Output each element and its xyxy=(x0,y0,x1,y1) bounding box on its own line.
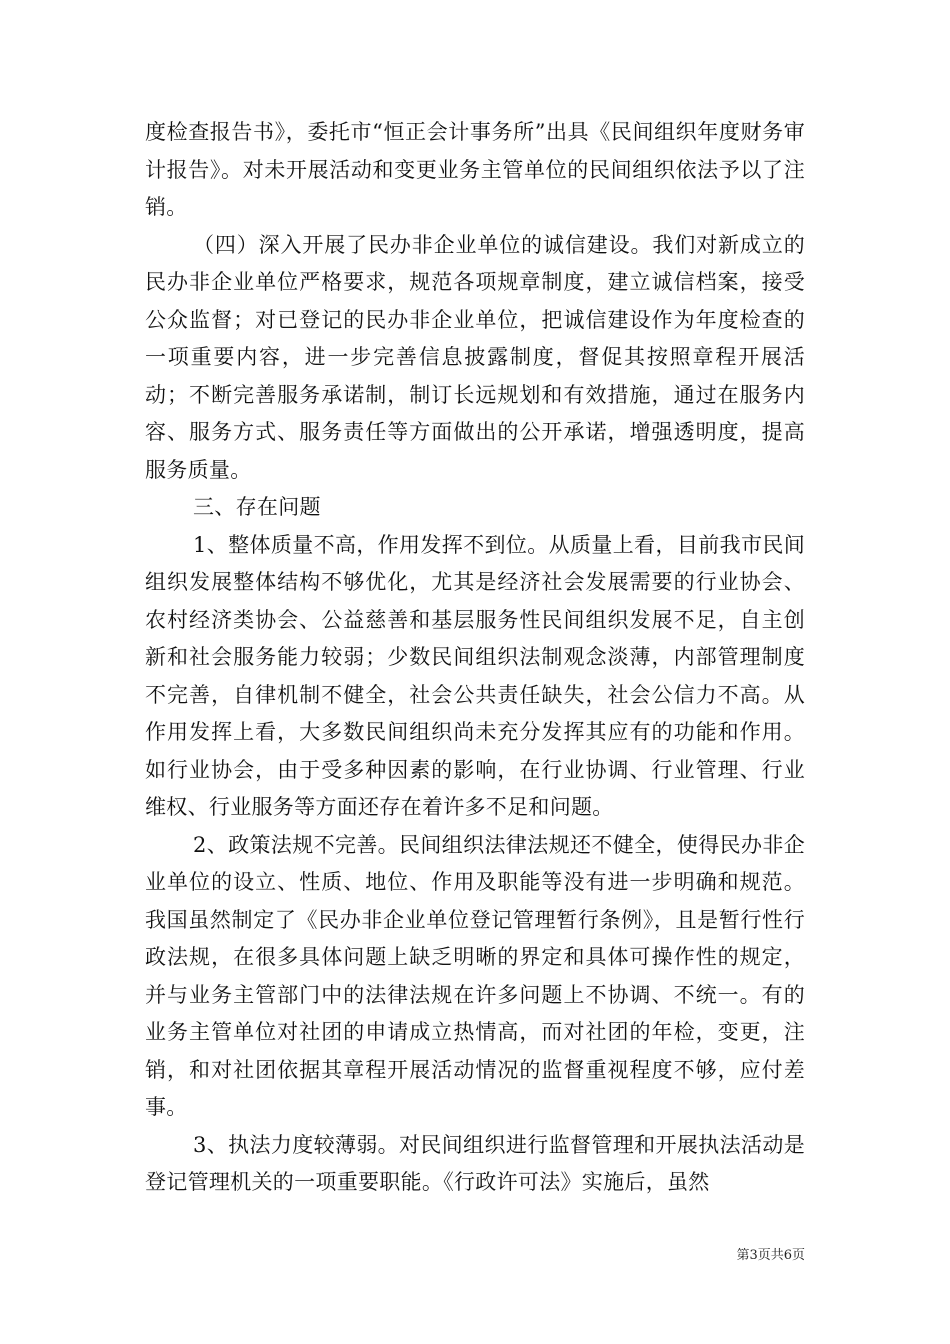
section-heading-existing-problems: 三、存在问题 xyxy=(193,495,321,519)
paragraph-continuation: 度检查报告书》，委托市“恒正会计事务所”出具《民间组织年度财务审计报告》。对未开展活动和变更业务主管单位的民间组织依法予以了注销。 xyxy=(145,120,805,219)
paragraph-problem-2: 2、政策法规不完善。民间组织法律法规还不健全，使得民办非企业单位的设立、性质、地位、作用及职能等没有进一步明确和规范。我国虽然制定了《民办非企业单位登记管理暂行条例》，且是暂行性行政法规，在很多具体问题上缺乏明晰的界定和具体可操作性的规定，并与业务主管部门中的法律法规在许多问题上不协调、不统一。有的业务主管单位对社团的申请成立热情高，而对社团的年检，变更，注销，和对社团依据其章程开展活动情况的监督重视程度不够，应付差事。 xyxy=(145,832,805,1119)
paragraph-integrity-building: （四）深入开展了民办非企业单位的诚信建设。我们对新成立的民办非企业单位严格要求，规范各项规章制度，建立诚信档案，接受公众监督；对已登记的民办非企业单位，把诚信建设作为年度检查的一项重要内容，进一步完善信息披露制度，督促其按照章程开展活动；不断完善服务承诺制，制订长远规划和有效措施，通过在服务内容、服务方式、服务责任等方面做出的公开承诺，增强透明度，提高服务质量。 xyxy=(145,232,805,482)
paragraph-problem-3: 3、执法力度较薄弱。对民间组织进行监督管理和开展执法活动是登记管理机关的一项重要职能。《行政许可法》实施后，虽然 xyxy=(145,1132,805,1194)
document-body xyxy=(145,114,805,1202)
page-number-footer: 第3页共6页 xyxy=(736,1248,805,1263)
paragraph-problem-1: 1、整体质量不高，作用发挥不到位。从质量上看，目前我市民间组织发展整体结构不够优化，尤其是经济社会发展需要的行业协会、农村经济类协会、公益慈善和基层服务性民间组织发展不足，自主创新和社会服务能力较弱；少数民间组织法制观念淡薄，内部管理制度不完善，自律机制不健全，社会公共责任缺失，社会公信力不高。从作用发挥上看，大多数民间组织尚未充分发挥其应有的功能和作用。如行业协会，由于受多种因素的影响，在行业协调、行业管理、行业维权、行业服务等方面还存在着许多不足和问题。 xyxy=(145,532,805,819)
